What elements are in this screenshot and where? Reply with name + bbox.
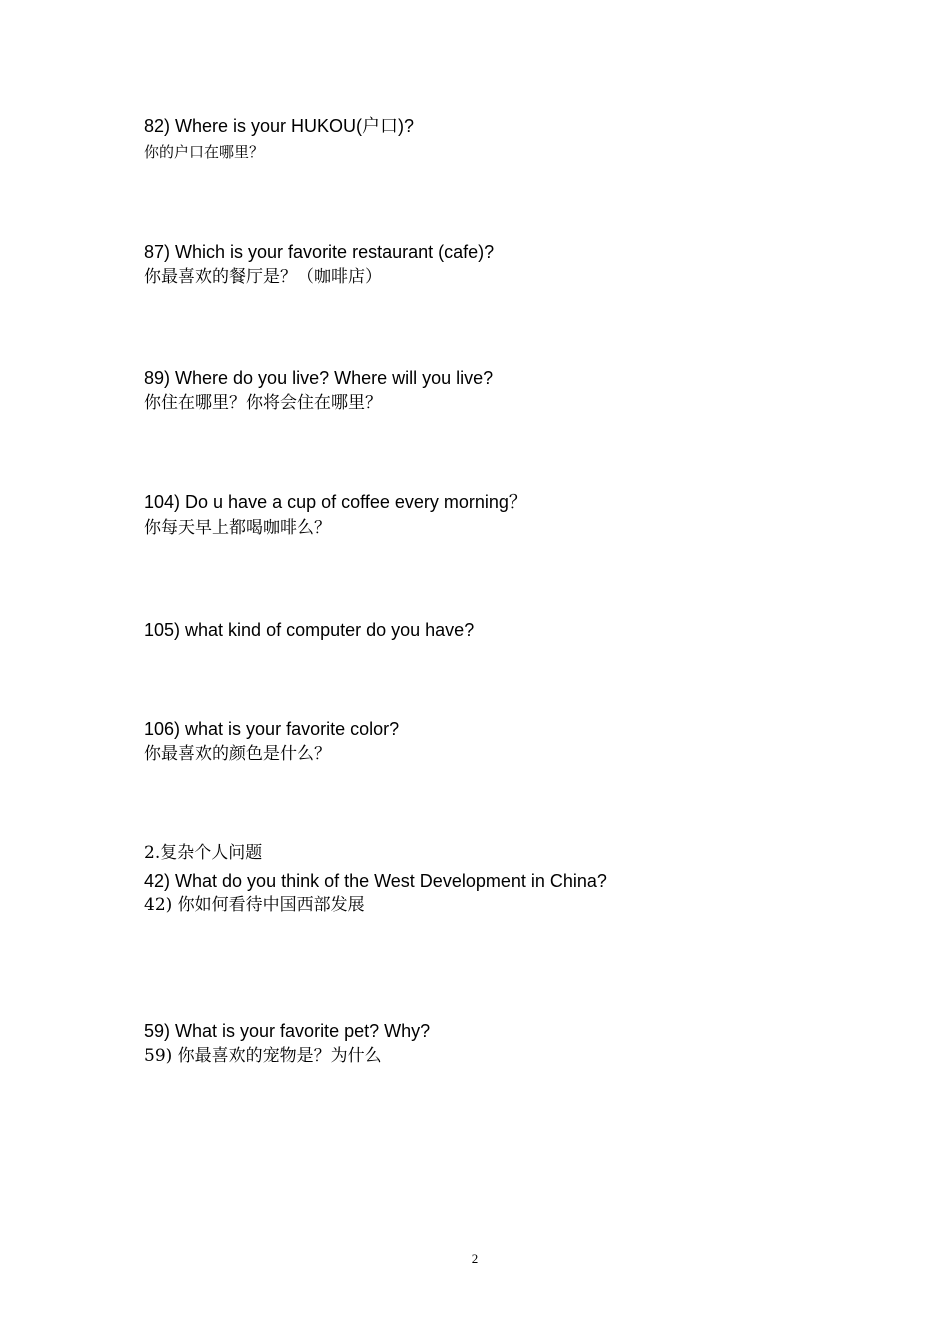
question-42-en: 42) What do you think of the West Development in China? [144,871,607,891]
question-42-zh: 42) 你如何看待中国西部发展 [144,895,365,915]
question-106-en: 106) what is your favorite color? [144,719,400,739]
question-82-zh: 你的户口在哪里？ [144,143,265,161]
question-87-zh: 你最喜欢的餐厅是？（咖啡店） [144,267,382,287]
question-59-zh: 59) 你最喜欢的宠物是？为什么 [144,1046,382,1066]
question-104-zh: 你每天早上都喝咖啡么？ [144,518,331,538]
question-89-en: 89) Where do you live? Where will you live? [144,368,494,388]
question-104-en: 104) Do u have a cup of coffee every morning？ [144,492,527,512]
question-106-zh: 你最喜欢的颜色是什么？ [144,744,331,764]
question-87-en: 87) Which is your favorite restaurant (cafe)? [144,242,495,262]
section-heading: 2.复杂个人问题 [144,843,263,863]
page-number: 2 [471,1251,479,1266]
question-89-zh: 你住在哪里？你将会住在哪里？ [144,393,382,413]
question-59-en: 59) What is your favorite pet? Why? [144,1021,431,1041]
question-105-en: 105) what kind of computer do you have? [144,620,475,640]
question-82-en: 82) Where is your HUKOU(户口)? [144,116,415,136]
